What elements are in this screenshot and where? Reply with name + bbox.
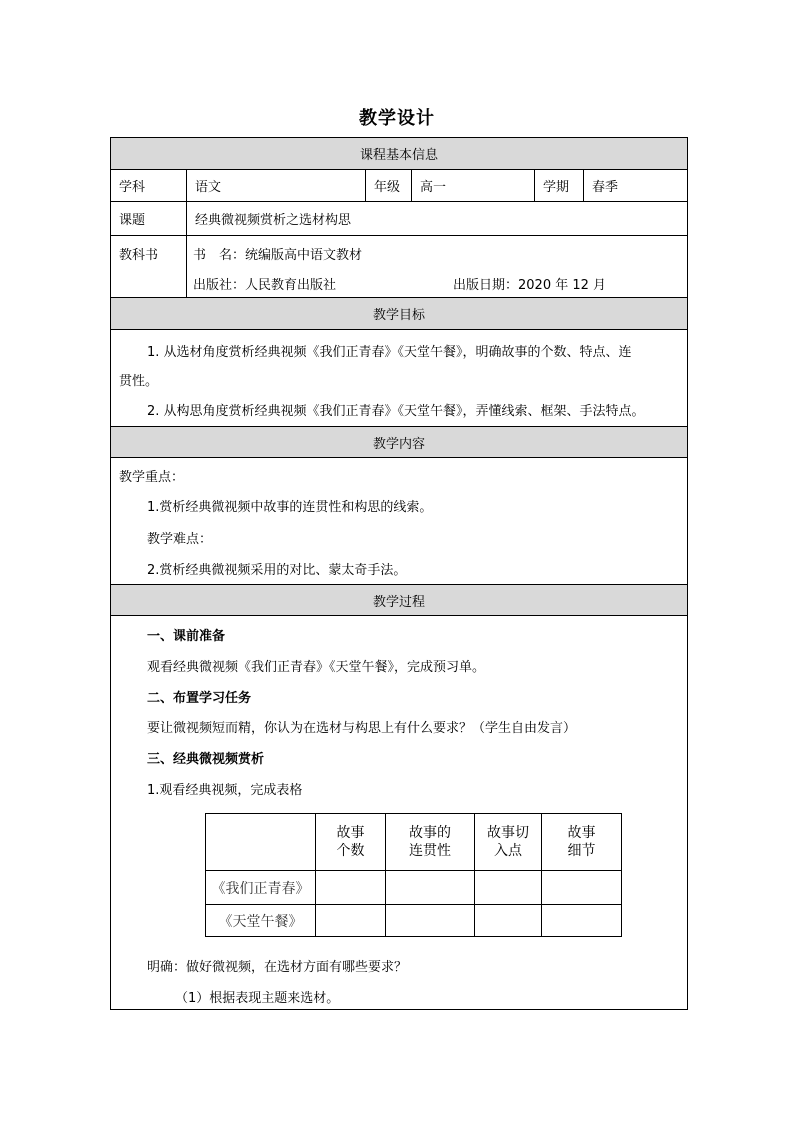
book-name: 书 名：统编版高中语文教材	[193, 248, 363, 263]
subject-row	[111, 170, 687, 202]
video-analysis-table	[205, 813, 622, 937]
objective-1: 1. 从选材角度赏析经典视频《我们正青春》《天堂午餐》，明确故事的个数、特点、连	[147, 345, 632, 360]
objectives-header: 教学目标	[372, 308, 425, 323]
process-header: 教学过程	[372, 594, 425, 610]
clarify-text: 明确：做好微视频，在选材方面有哪些要求？	[147, 960, 408, 975]
topic-value: 经典微视频赏析之选材构思	[195, 213, 352, 228]
basic-info-header-row	[111, 138, 687, 170]
objective-1-cont: 贯性。	[119, 374, 159, 389]
textbook-row	[111, 236, 687, 298]
section-3-title: 三、经典微视频赏析	[147, 752, 265, 767]
content-header: 教学内容	[372, 436, 425, 452]
term-value: 春季	[592, 180, 619, 195]
section-1-title: 一、课前准备	[147, 629, 226, 644]
objectives-header-row	[111, 298, 687, 330]
row-label-heaven-lunch: 《天堂午餐》	[218, 913, 303, 930]
section-1-text: 观看经典微视频《我们正青春》《天堂午餐》，完成预习单。	[147, 660, 486, 675]
page-title: 教学设计	[359, 108, 435, 129]
point-1: （1）根据表现主题来选材。	[175, 991, 340, 1006]
difficult-point: 2.赏析经典微视频采用的对比、蒙太奇手法。	[147, 563, 407, 578]
textbook-label: 教科书	[119, 248, 159, 263]
process-header-row	[111, 585, 687, 616]
row-label-we-are-young: 《我们正青春》	[211, 880, 310, 897]
section-2-text: 要让微视频短而精，你认为在选材与构思上有什么要求？（学生自由发言）	[147, 721, 577, 736]
basic-info-header: 课程基本信息	[359, 148, 438, 163]
topic-row	[111, 202, 687, 236]
key-point: 1.赏析经典微视频中故事的连贯性和构思的线索。	[147, 500, 433, 515]
content-body	[111, 458, 687, 585]
section-3-text: 1.观看经典视频，完成表格	[147, 783, 303, 798]
key-label: 教学重点：	[119, 470, 185, 485]
subject-label: 学科	[119, 180, 146, 195]
col-story-count: 故事 个数	[336, 825, 365, 859]
lesson-plan-table	[110, 137, 688, 1010]
publish-date: 出版日期：2020 年 12 月	[453, 278, 607, 293]
topic-label: 课题	[119, 213, 146, 228]
grade-value: 高一	[420, 180, 447, 195]
subject-value: 语文	[195, 180, 222, 195]
objectives-body	[111, 330, 687, 427]
col-story-detail: 故事 细节	[567, 825, 596, 859]
section-2-title: 二、布置学习任务	[147, 691, 252, 706]
content-header-row	[111, 427, 687, 458]
col-entry-point: 故事切 入点	[487, 825, 529, 859]
term-label: 学期	[543, 180, 570, 195]
publisher: 出版社：人民教育出版社	[193, 278, 337, 293]
difficult-label: 教学难点：	[147, 532, 213, 547]
objective-2: 2. 从构思角度赏析经典视频《我们正青春》《天堂午餐》，弄懂线索、框架、手法特点。	[147, 404, 645, 419]
grade-label: 年级	[374, 180, 401, 195]
col-story-coherence: 故事的 连贯性	[409, 825, 451, 859]
